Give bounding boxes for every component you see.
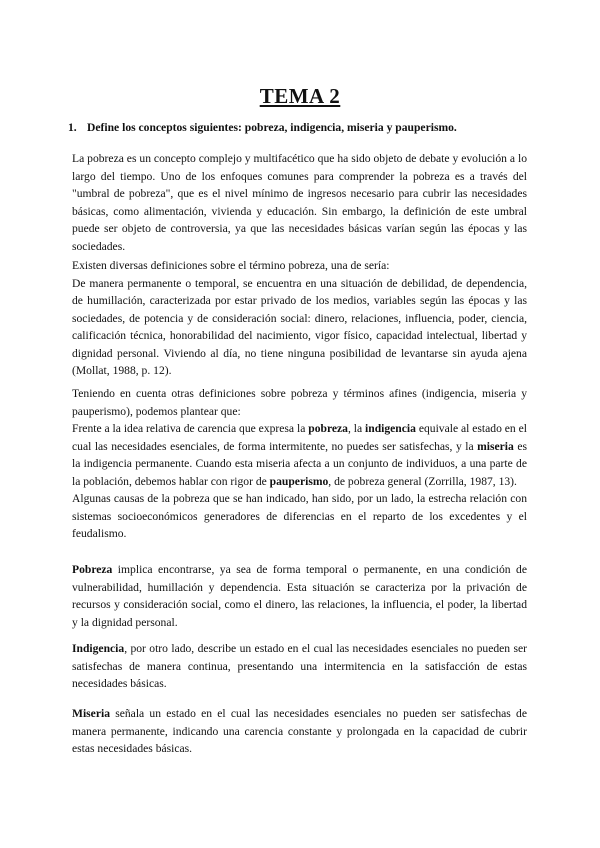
- causes-text: Algunas causas de la pobreza que se han indicado, han sido, por un lado, la estrecha relación con sistemas socioeconómicos generadores de diferencias en el reparto de los excedentes y el feudalismo.: [72, 492, 527, 540]
- question-number: 1.: [68, 121, 77, 134]
- paragraph-definicion-pobreza: [72, 257, 527, 380]
- question-text: Define los conceptos siguientes: pobreza, indigencia, miseria y pauperismo.: [87, 121, 457, 134]
- page-title: TEMA 2: [259, 84, 341, 108]
- miseria-text: señala un estado en el cual las necesidades esenciales no pueden ser satisfechas de manera permanente, indicando una carencia constante y prolongada en la capacidad de cubrir estas necesidades básicas.: [72, 707, 527, 755]
- terms-intro: Teniendo en cuenta otras definiciones sobre pobreza y términos afines (indigencia, miseria y pauperismo), podemos plantear que:: [72, 387, 527, 418]
- text-run: es la indigencia permanente. Cuando esta miseria afecta a un conjunto de individuos, a una parte de la población, debemos hablar con rigor de: [72, 439, 527, 488]
- paragraph-miseria: [72, 705, 527, 758]
- paragraph-indigencia: [72, 640, 527, 693]
- definition-quote: De manera permanente o temporal, se encuentra en una situación de debilidad, de dependencia, de humillación, caracterizada por estar privado de los medios, variables según las épocas y las sociedades, de potencia y de consideración social: dinero, relaciones, influencia, poder, ciencia, calificación técnica, honorabilidad del nacimiento, vigor físico, capacidad intelectual, libertad y dignidad personal. Viviendo al día, no tiene ninguna posibilidad de levantarse sin ayuda ajena (Mollat, 1988, p. 12).: [72, 276, 527, 377]
- terms-explanation: [72, 420, 527, 490]
- text-run: , la: [347, 422, 366, 435]
- term-indigencia: indigencia: [365, 422, 416, 435]
- indigencia-text: , por otro lado, describe un estado en el cual las necesidades esenciales no pueden ser satisfechas de manera continua, presentando una intermitencia en la satisfacción de estas necesidades básicas.: [72, 642, 527, 690]
- paragraph-umbral-pobreza: La pobreza es un concepto complejo y multifacético que ha sido objeto de debate y evolución a lo largo del tiempo. Uno de los enfoques comunes para comprender la pobreza es a través del "umbral de pobreza", que es el nivel mínimo de ingresos necesario para cubrir las necesidades básicas, como alimentación, vivienda y educación. Sin embargo, la definición de este umbral puede ser objeto de controversia, ya que las necesidades básicas varían según las épocas y las sociedades.: [72, 152, 527, 253]
- paragraph-terminos-afines: [72, 385, 527, 543]
- text-run: , de pobreza general (Zorrilla, 1987, 13).: [328, 474, 517, 488]
- question-heading: [68, 121, 538, 134]
- term-miseria-heading: Miseria: [72, 707, 110, 720]
- text-run: equivale al estado en el cual las necesidades esenciales, de forma intermitente, no puedes ser satisfechas, y la: [72, 422, 527, 453]
- term-pauperismo: pauperismo: [269, 474, 329, 488]
- definition-intro: Existen diversas definiciones sobre el término pobreza, una de sería:: [72, 259, 390, 272]
- paragraph-pobreza: [72, 561, 527, 631]
- pobreza-text: implica encontrarse, ya sea de forma temporal o permanente, en una condición de vulnerabilidad, humillación y dependencia. Esta situación se caracteriza por la privación de recursos y consideración social, como el dinero, las relaciones, la influencia, el poder, la libertad y la dignidad personal.: [72, 563, 527, 629]
- term-pobreza: pobreza: [308, 422, 348, 435]
- text-run: Frente a la idea relativa de carencia que expresa la: [72, 422, 309, 435]
- term-miseria: miseria: [477, 439, 514, 453]
- term-pobreza-heading: Pobreza: [72, 563, 113, 576]
- term-indigencia-heading: Indigencia: [72, 642, 125, 655]
